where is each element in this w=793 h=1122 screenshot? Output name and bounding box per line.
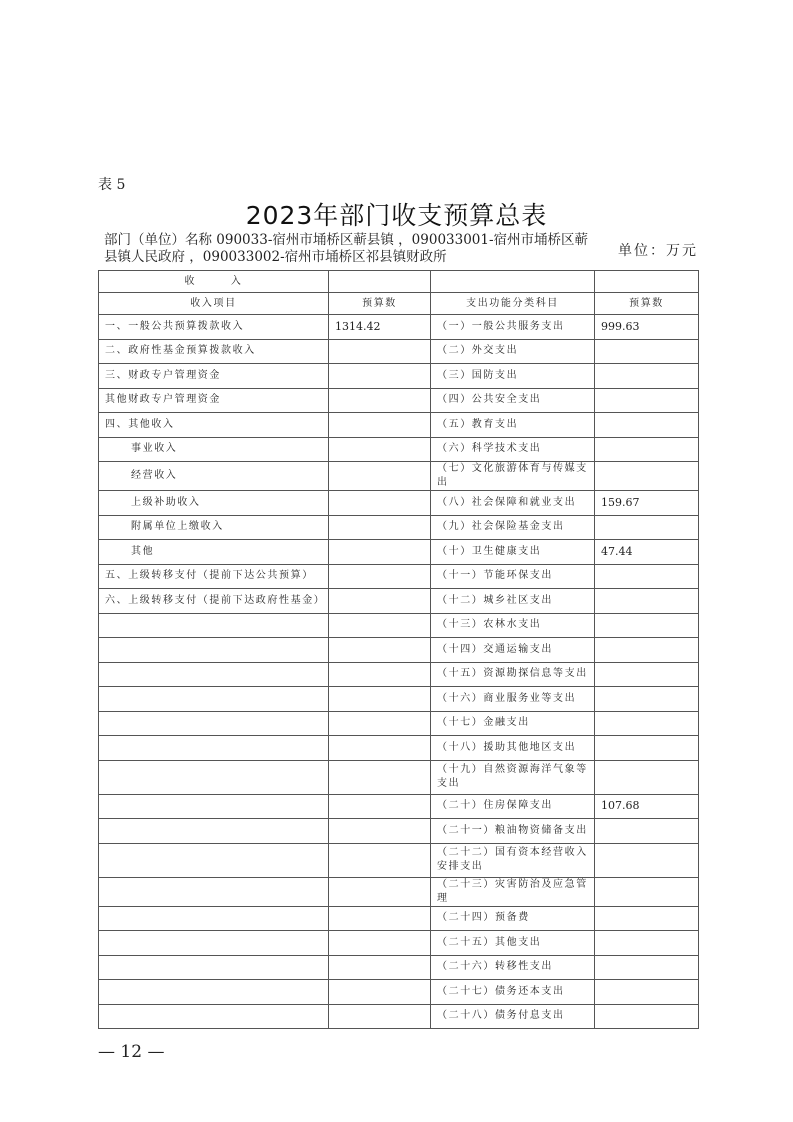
income-amount-cell bbox=[329, 662, 431, 687]
table-row bbox=[99, 794, 699, 819]
income-item-cell bbox=[99, 760, 329, 794]
expense-item-cell: （二十二）国有资本经营收入安排支出 bbox=[431, 843, 595, 877]
table-row bbox=[99, 931, 699, 956]
table-tag: 表 5 bbox=[98, 177, 126, 193]
expense-item-cell: （十六）商业服务业等支出 bbox=[431, 687, 595, 712]
expense-amount-cell: 999.63 bbox=[595, 315, 699, 340]
table-row bbox=[99, 1004, 699, 1029]
expense-amount-cell bbox=[595, 413, 699, 438]
income-item-cell bbox=[99, 736, 329, 761]
income-item-cell bbox=[99, 906, 329, 931]
expense-amount-cell bbox=[595, 736, 699, 761]
expense-item-cell: （二十一）粮油物资储备支出 bbox=[431, 819, 595, 844]
expense-amount-cell bbox=[595, 711, 699, 736]
income-item-cell bbox=[99, 955, 329, 980]
expense-amount-cell: 47.44 bbox=[595, 540, 699, 565]
page-number: — 12 — bbox=[98, 1042, 165, 1062]
income-amount-cell bbox=[329, 364, 431, 389]
income-amount-cell bbox=[329, 540, 431, 565]
income-amount-cell bbox=[329, 687, 431, 712]
income-item-cell bbox=[99, 931, 329, 956]
expense-item-cell: （九）社会保险基金支出 bbox=[431, 515, 595, 540]
income-item-cell bbox=[99, 687, 329, 712]
department-name: 部门（单位）名称 090033-宿州市埇桥区蕲县镇 ，090033001-宿州市埇桥区蕲县镇人民政府 ，090033002-宿州市埇桥区祁县镇财政所 bbox=[104, 232, 589, 265]
expense-item-cell: （一）一般公共服务支出 bbox=[431, 315, 595, 340]
table-row bbox=[99, 388, 699, 413]
table-row bbox=[99, 819, 699, 844]
income-item-cell bbox=[99, 819, 329, 844]
expense-amount-cell bbox=[595, 819, 699, 844]
expense-item-cell: （五）教育支出 bbox=[431, 413, 595, 438]
expense-item-cell: （十一）节能环保支出 bbox=[431, 564, 595, 589]
income-amount-cell bbox=[329, 906, 431, 931]
income-item-cell: 附属单位上缴收入 bbox=[99, 515, 329, 540]
table-row bbox=[99, 843, 699, 877]
table-row bbox=[99, 315, 699, 340]
expense-item-cell: （十二）城乡社区支出 bbox=[431, 589, 595, 614]
expense-amount-cell bbox=[595, 980, 699, 1005]
expense-amount-cell bbox=[595, 339, 699, 364]
table-row bbox=[99, 564, 699, 589]
income-amount-cell bbox=[329, 638, 431, 663]
income-amount-cell bbox=[329, 931, 431, 956]
expense-item-cell: （十九）自然资源海洋气象等支出 bbox=[431, 760, 595, 794]
expense-item-cell: （二十七）债务还本支出 bbox=[431, 980, 595, 1005]
expense-item-cell: （六）科学技术支出 bbox=[431, 437, 595, 462]
income-item-cell: 五、上级转移支付（提前下达公共预算） bbox=[99, 564, 329, 589]
expense-item-cell: （二十三）灾害防治及应急管理 bbox=[431, 877, 595, 906]
expense-amount-cell bbox=[595, 388, 699, 413]
income-item-cell: 其他财政专户管理资金 bbox=[99, 388, 329, 413]
expense-item-cell: （十五）资源勘探信息等支出 bbox=[431, 662, 595, 687]
expense-item-cell: （十八）援助其他地区支出 bbox=[431, 736, 595, 761]
expense-amount-cell bbox=[595, 955, 699, 980]
income-item-cell bbox=[99, 613, 329, 638]
expense-amount-cell bbox=[595, 564, 699, 589]
income-amount-cell bbox=[329, 843, 431, 877]
income-item-cell: 一、一般公共预算拨款收入 bbox=[99, 315, 329, 340]
income-amount-cell bbox=[329, 794, 431, 819]
income-amount-cell bbox=[329, 613, 431, 638]
income-amount-cell bbox=[329, 491, 431, 516]
expense-amount-cell bbox=[595, 760, 699, 794]
income-item-cell bbox=[99, 794, 329, 819]
income-amount-cell bbox=[329, 589, 431, 614]
expense-amount-cell bbox=[595, 931, 699, 956]
expense-item-cell: （八）社会保障和就业支出 bbox=[431, 491, 595, 516]
table-row bbox=[99, 413, 699, 438]
expense-item-cell: （三）国防支出 bbox=[431, 364, 595, 389]
expense-amount-cell: 159.67 bbox=[595, 491, 699, 516]
page-title: 2023年部门收支预算总表 bbox=[245, 201, 548, 230]
expense-group-header bbox=[431, 271, 595, 293]
income-item-cell bbox=[99, 711, 329, 736]
expense-amount-cell bbox=[595, 877, 699, 906]
income-item-cell bbox=[99, 843, 329, 877]
empty-cell bbox=[329, 271, 431, 293]
table-row bbox=[99, 462, 699, 491]
col-income-amount: 预算数 bbox=[329, 293, 431, 315]
income-amount-cell bbox=[329, 819, 431, 844]
income-amount-cell bbox=[329, 564, 431, 589]
income-amount-cell bbox=[329, 515, 431, 540]
income-item-cell bbox=[99, 877, 329, 906]
income-item-cell: 三、财政专户管理资金 bbox=[99, 364, 329, 389]
income-amount-cell bbox=[329, 760, 431, 794]
income-item-cell: 其他 bbox=[99, 540, 329, 565]
income-item-cell: 二、政府性基金预算拨款收入 bbox=[99, 339, 329, 364]
income-amount-cell bbox=[329, 339, 431, 364]
expense-amount-cell bbox=[595, 638, 699, 663]
expense-amount-cell bbox=[595, 462, 699, 491]
expense-amount-cell bbox=[595, 843, 699, 877]
income-amount-cell bbox=[329, 437, 431, 462]
table-row bbox=[99, 662, 699, 687]
table-row bbox=[99, 711, 699, 736]
table-row bbox=[99, 437, 699, 462]
income-item-cell: 经营收入 bbox=[99, 462, 329, 491]
expense-item-cell: （七）文化旅游体育与传媒支出 bbox=[431, 462, 595, 491]
expense-amount-cell bbox=[595, 906, 699, 931]
income-item-cell bbox=[99, 662, 329, 687]
income-amount-cell bbox=[329, 955, 431, 980]
empty-cell bbox=[595, 271, 699, 293]
income-item-cell: 四、其他收入 bbox=[99, 413, 329, 438]
income-amount-cell bbox=[329, 877, 431, 906]
income-amount-cell bbox=[329, 711, 431, 736]
expense-amount-cell bbox=[595, 589, 699, 614]
expense-item-cell: （二十）住房保障支出 bbox=[431, 794, 595, 819]
income-item-cell: 六、上级转移支付（提前下达政府性基金） bbox=[99, 589, 329, 614]
table-row bbox=[99, 638, 699, 663]
income-amount-cell bbox=[329, 736, 431, 761]
table-row bbox=[99, 613, 699, 638]
col-income-item: 收入项目 bbox=[99, 293, 329, 315]
budget-table bbox=[98, 270, 699, 1029]
expense-item-cell: （二）外交支出 bbox=[431, 339, 595, 364]
expense-item-cell: （二十五）其他支出 bbox=[431, 931, 595, 956]
table-row bbox=[99, 736, 699, 761]
expense-item-cell: （十七）金融支出 bbox=[431, 711, 595, 736]
header-row bbox=[99, 293, 699, 315]
expense-amount-cell: 107.68 bbox=[595, 794, 699, 819]
table-row bbox=[99, 515, 699, 540]
unit-label: 单位：万元 bbox=[618, 243, 698, 259]
expense-item-cell: （四）公共安全支出 bbox=[431, 388, 595, 413]
header-group-row bbox=[99, 271, 699, 293]
expense-amount-cell bbox=[595, 1004, 699, 1029]
expense-item-cell: （十三）农林水支出 bbox=[431, 613, 595, 638]
expense-amount-cell bbox=[595, 613, 699, 638]
expense-item-cell: （十）卫生健康支出 bbox=[431, 540, 595, 565]
expense-amount-cell bbox=[595, 515, 699, 540]
income-amount-cell bbox=[329, 413, 431, 438]
col-expense-amount: 预算数 bbox=[595, 293, 699, 315]
table-row bbox=[99, 491, 699, 516]
income-amount-cell bbox=[329, 1004, 431, 1029]
table-row bbox=[99, 760, 699, 794]
expense-item-cell: （二十六）转移性支出 bbox=[431, 955, 595, 980]
expense-item-cell: （十四）交通运输支出 bbox=[431, 638, 595, 663]
table-row bbox=[99, 955, 699, 980]
expense-item-cell: （二十四）预备费 bbox=[431, 906, 595, 931]
expense-item-cell: （二十八）债务付息支出 bbox=[431, 1004, 595, 1029]
income-amount-cell bbox=[329, 980, 431, 1005]
expense-amount-cell bbox=[595, 662, 699, 687]
table-row bbox=[99, 687, 699, 712]
table-row bbox=[99, 877, 699, 906]
table-row bbox=[99, 364, 699, 389]
income-item-cell: 事业收入 bbox=[99, 437, 329, 462]
income-amount-cell: 1314.42 bbox=[329, 315, 431, 340]
expense-amount-cell bbox=[595, 687, 699, 712]
table-row bbox=[99, 980, 699, 1005]
income-item-cell bbox=[99, 1004, 329, 1029]
table-row bbox=[99, 540, 699, 565]
income-group-header: 收 入 bbox=[99, 271, 329, 293]
table-row bbox=[99, 906, 699, 931]
expense-amount-cell bbox=[595, 364, 699, 389]
income-item-cell: 上级补助收入 bbox=[99, 491, 329, 516]
col-expense-item: 支出功能分类科目 bbox=[431, 293, 595, 315]
income-item-cell bbox=[99, 980, 329, 1005]
income-amount-cell bbox=[329, 462, 431, 491]
table-row bbox=[99, 339, 699, 364]
income-amount-cell bbox=[329, 388, 431, 413]
income-item-cell bbox=[99, 638, 329, 663]
table-row bbox=[99, 589, 699, 614]
expense-amount-cell bbox=[595, 437, 699, 462]
